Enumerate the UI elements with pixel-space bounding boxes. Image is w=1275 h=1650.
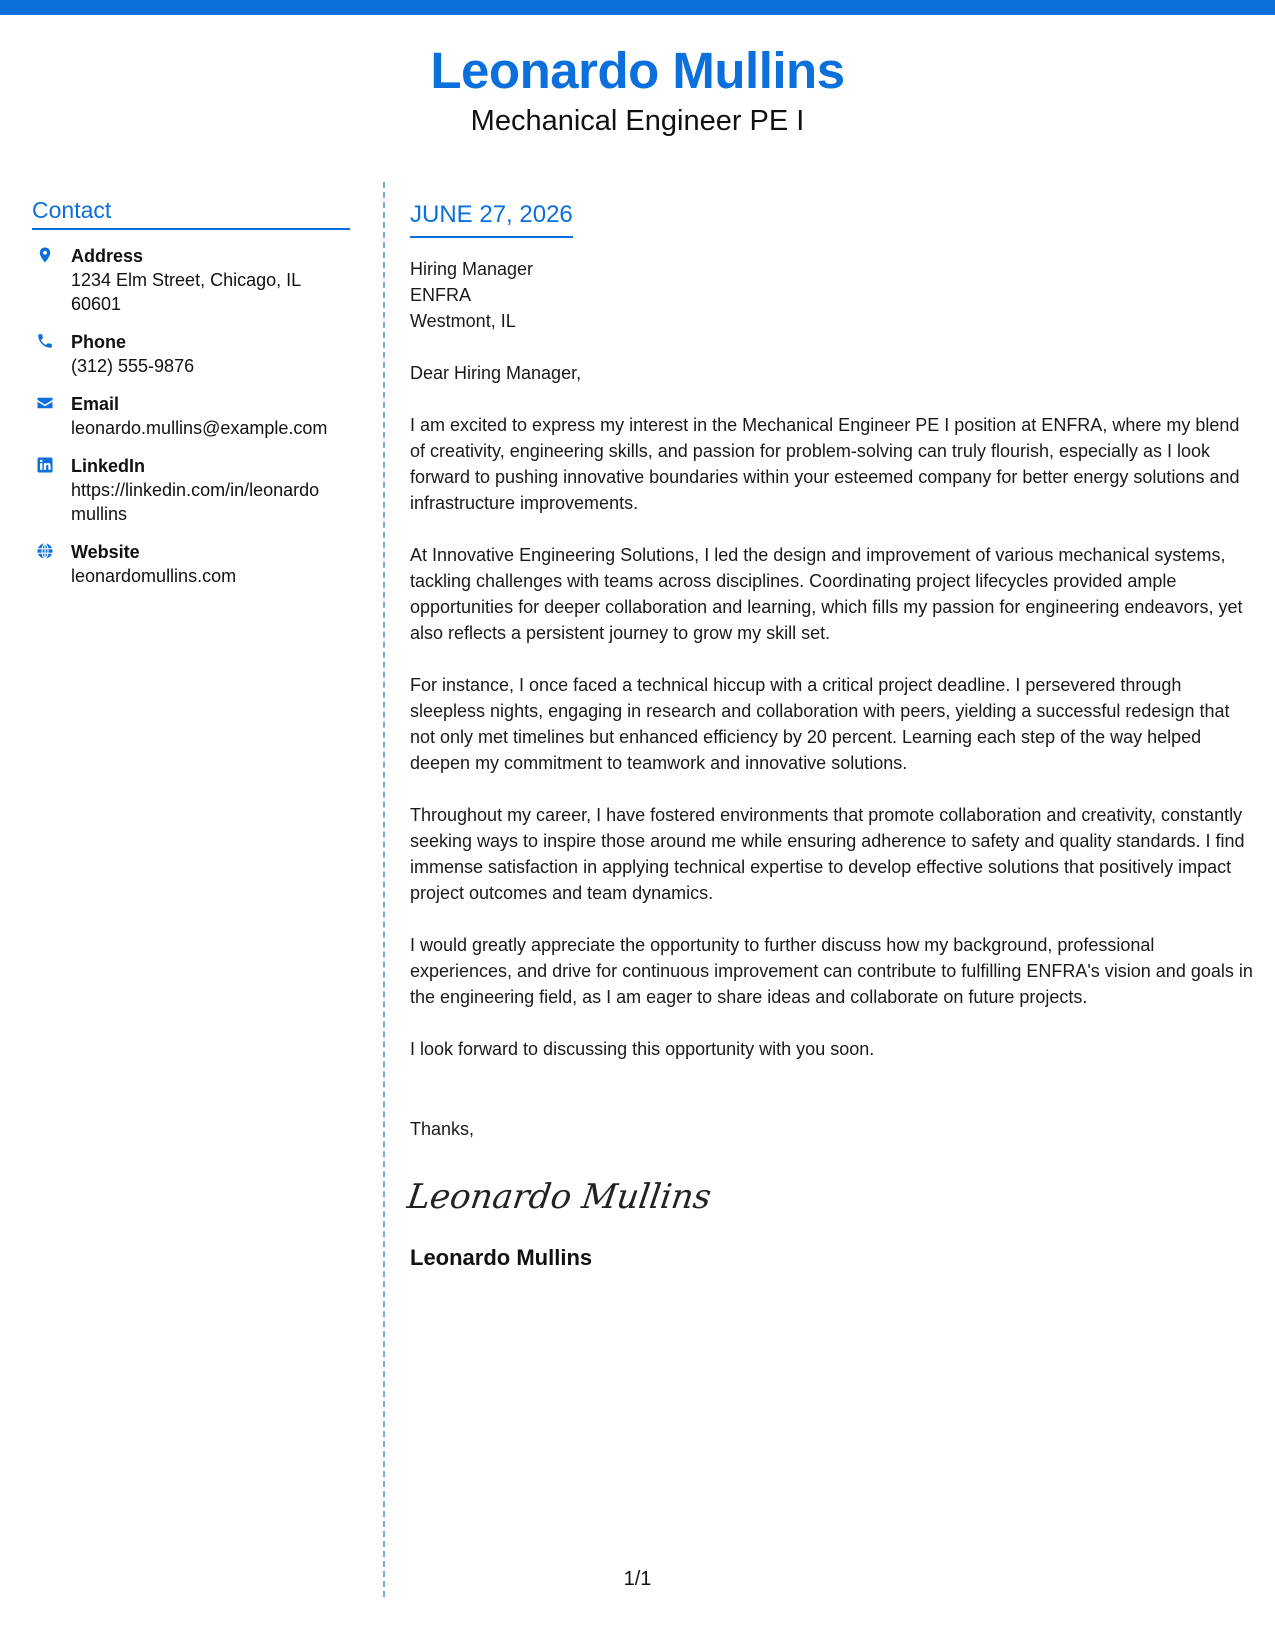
recipient-block xyxy=(410,256,1255,334)
contact-list xyxy=(32,244,350,588)
contact-item-website xyxy=(32,540,350,588)
contact-item-phone xyxy=(32,330,350,378)
contact-label: Phone xyxy=(71,332,127,352)
phone-icon xyxy=(36,332,54,350)
page-number: 1/1 xyxy=(623,1568,652,1590)
contact-item-address xyxy=(32,244,350,316)
signature-text: Leonardo Mullins xyxy=(404,1177,714,1217)
top-accent-bar xyxy=(0,0,1275,15)
paragraph: I look forward to discussing this opportunity with you soon. xyxy=(410,1039,875,1059)
paragraph: I would greatly appreciate the opportunity to further discuss how my background, professional experiences, and drive for continuous improvement can contribute to fulfilling ENFRA's vision and goals in the engineering field, as I am eager to share ideas and collaborate on future projects. xyxy=(410,935,1253,1007)
header xyxy=(0,40,1275,138)
contact-item-linkedin xyxy=(32,454,350,526)
map-pin-icon xyxy=(36,246,54,264)
closing: Thanks, xyxy=(410,1119,475,1139)
column-divider xyxy=(383,182,385,1597)
contact-sidebar xyxy=(32,196,350,602)
globe-icon xyxy=(36,542,54,560)
linkedin-icon xyxy=(36,456,54,474)
phone-value[interactable]: (312) 555-9876 xyxy=(71,356,195,376)
email-value[interactable]: leonardo.mullins@example.com xyxy=(71,418,328,438)
paragraph: I am excited to express my interest in the Mechanical Engineer PE I position at ENFRA, where my blend of creativity, engineering skills, and passion for problem-solving can truly flourish, especially as I look forward to pushing innovative boundaries within your esteemed company for better energy solutions and infrastructure improvements. xyxy=(410,415,1240,513)
contact-item-email xyxy=(32,392,350,440)
signed-name: Leonardo Mullins xyxy=(410,1245,593,1270)
contact-heading: Contact xyxy=(32,196,350,230)
salutation: Dear Hiring Manager, xyxy=(410,363,582,383)
paragraph: For instance, I once faced a technical hiccup with a critical project deadline. I persevered through sleepless nights, engaging in research and collaboration with peers, yielding a successful redesign that not only met timelines but enhanced efficiency by 20 percent. Learning each step of the way helped deepen my commitment to teamwork and innovative solutions. xyxy=(410,675,1230,773)
recipient-name: Hiring Manager xyxy=(410,259,534,279)
handwritten-signature xyxy=(404,1166,1255,1226)
applicant-name: Leonardo Mullins xyxy=(430,42,845,99)
linkedin-value[interactable]: https://linkedin.com/in/leonardo mullins xyxy=(71,480,320,524)
letter-body xyxy=(404,200,1255,1272)
job-title: Mechanical Engineer PE I xyxy=(470,105,805,137)
contact-label: LinkedIn xyxy=(71,456,146,476)
contact-label: Email xyxy=(71,394,120,414)
website-value[interactable]: leonardomullins.com xyxy=(71,566,237,586)
paragraph: At Innovative Engineering Solutions, I led the design and improvement of various mechanical systems, tackling challenges with teams across disciplines. Coordinating project lifecycles provided ample opportunities for deeper collaboration and learning, which fills my passion for engineering endeavors, yet also reflects a persistent journey to grow my skill set. xyxy=(410,545,1243,643)
paragraph: Throughout my career, I have fostered environments that promote collaboration and creativity, constantly seeking ways to inspire those around me while ensuring adherence to safety and quality standards. I find immense satisfaction in applying technical expertise to develop effective solutions that positively impact project outcomes and team dynamics. xyxy=(410,805,1245,903)
envelope-icon xyxy=(36,394,54,412)
recipient-company: ENFRA xyxy=(410,285,472,305)
contact-label: Address xyxy=(71,246,144,266)
recipient-location: Westmont, IL xyxy=(410,311,516,331)
contact-label: Website xyxy=(71,542,140,562)
letter-date: JUNE 27, 2026 xyxy=(410,200,573,238)
address-value: 1234 Elm Street, Chicago, IL 60601 xyxy=(71,270,301,314)
